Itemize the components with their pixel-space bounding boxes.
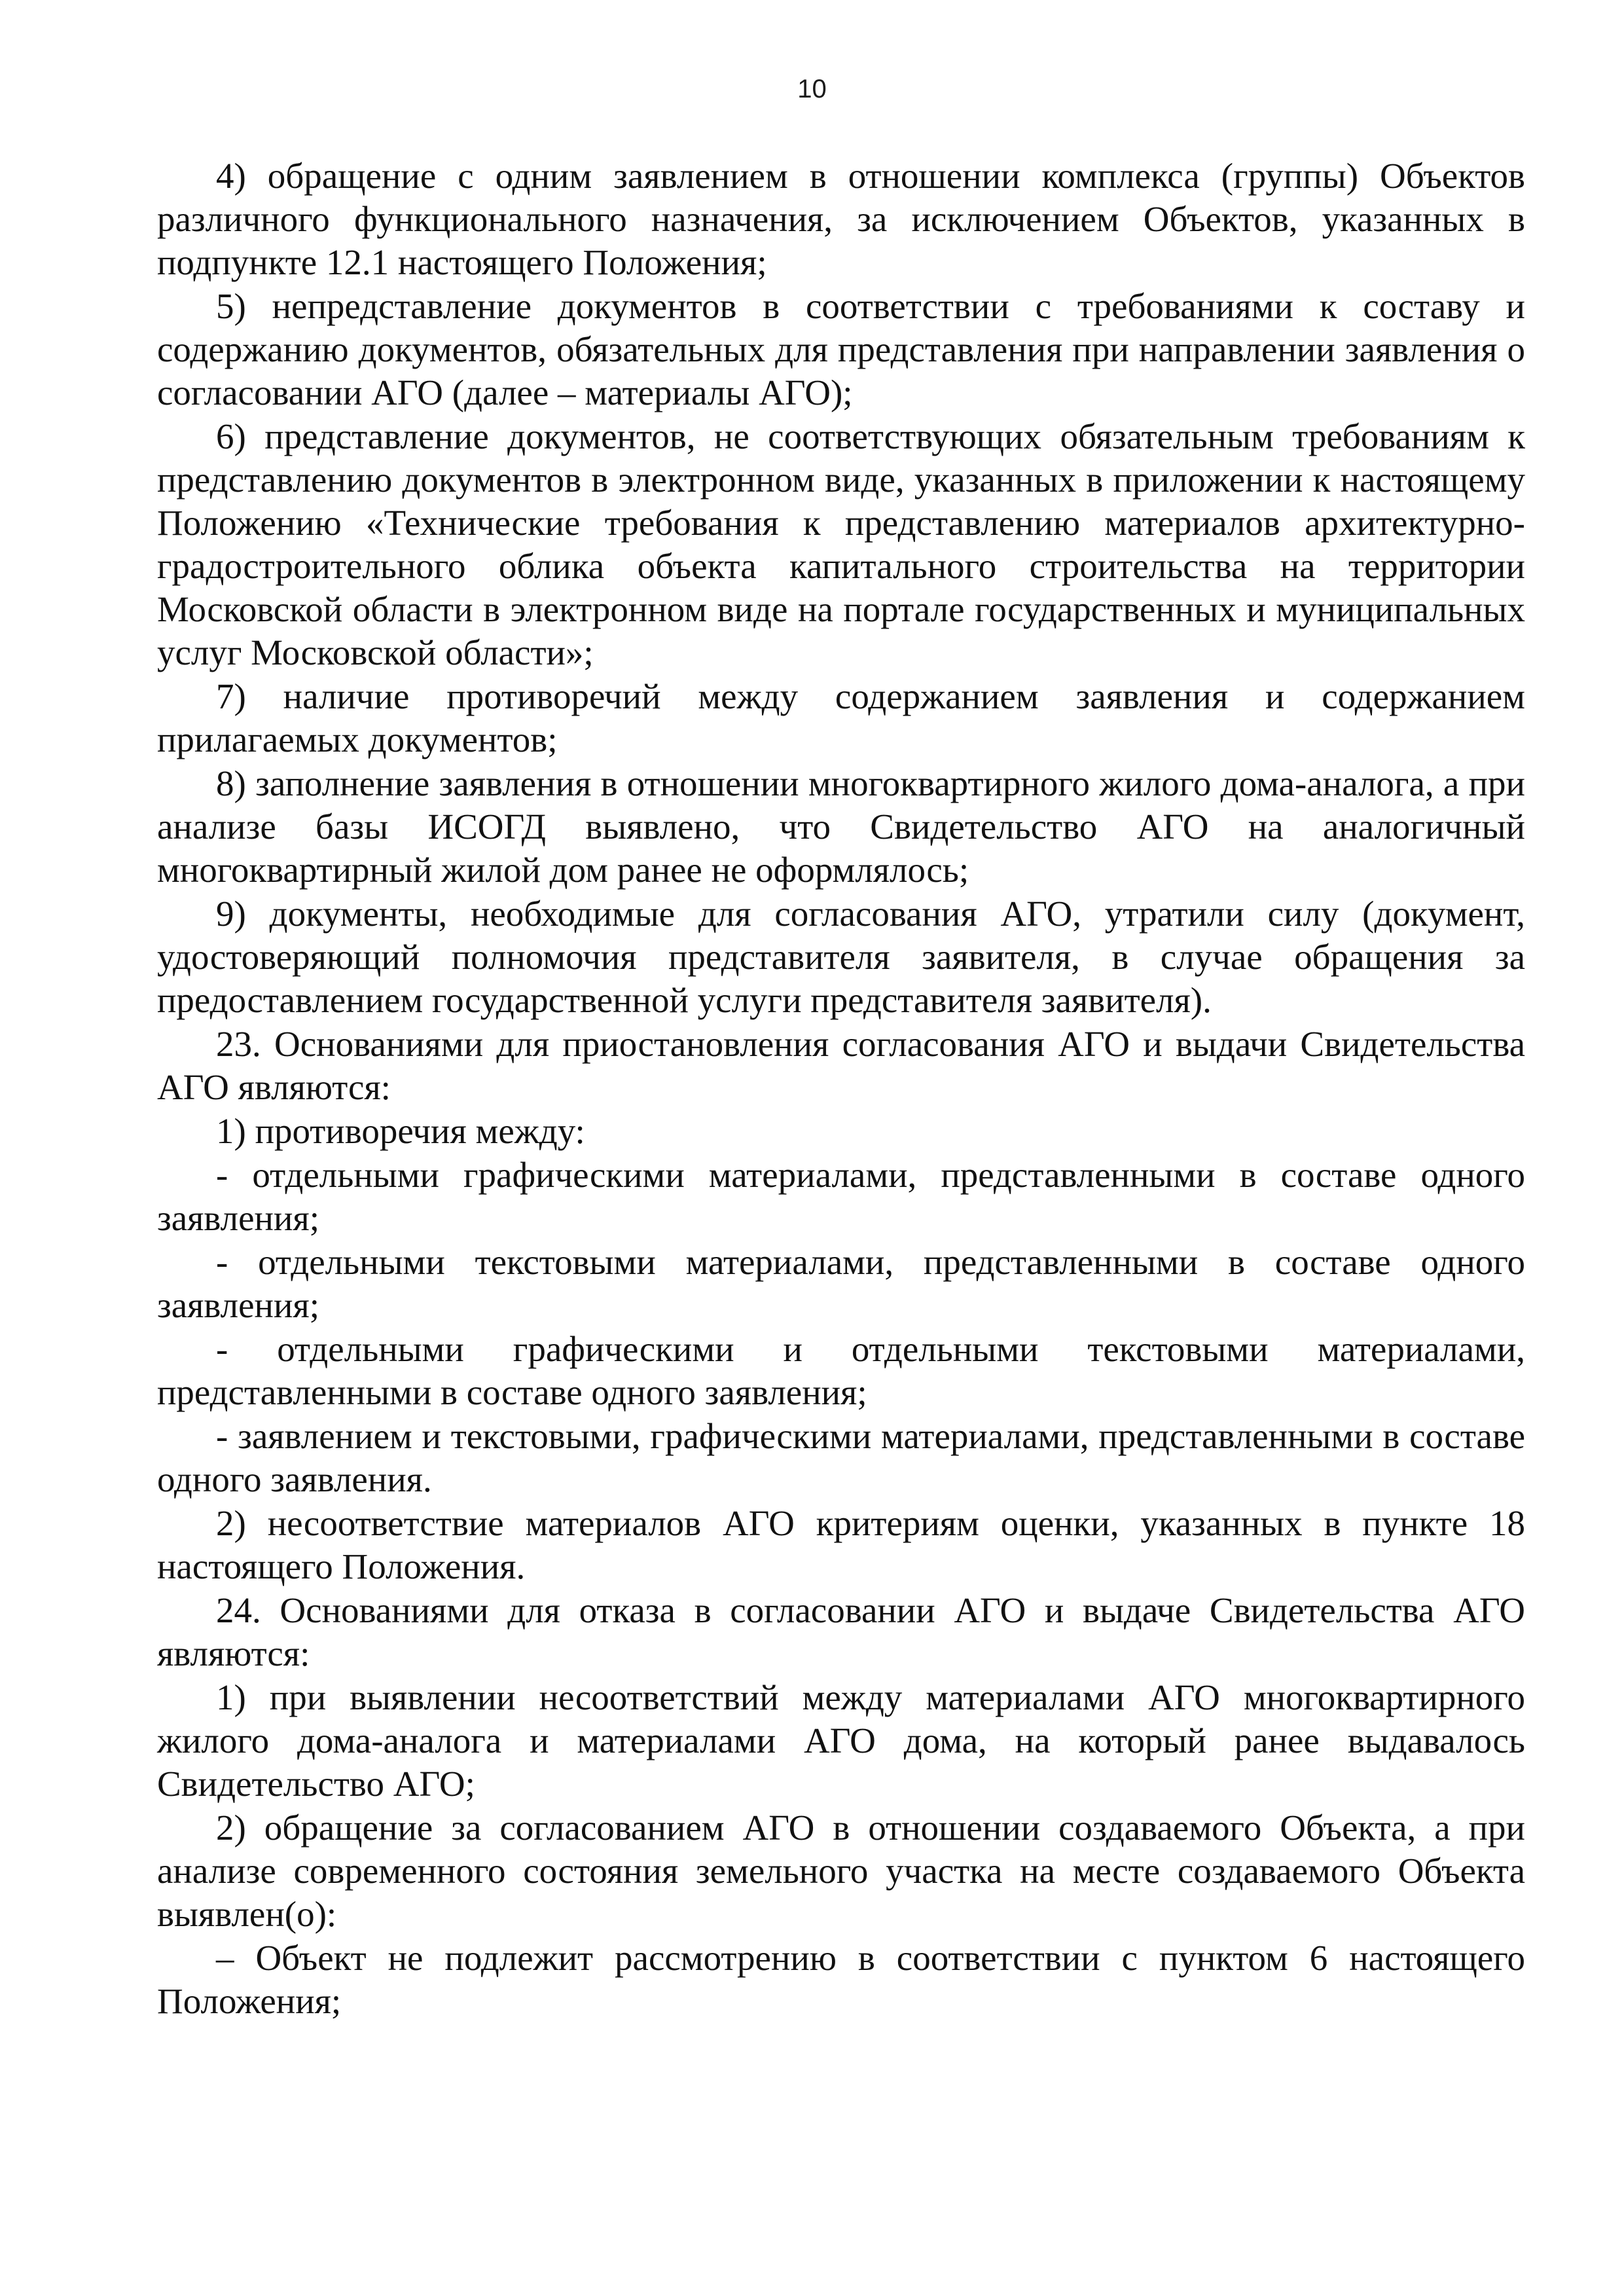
paragraph-item-8: 8) заполнение заявления в отношении многоквартирного жилого дома-аналога, а при анализе базы ИСОГД выявлено, что Свидетельство АГО на аналогичный многоквартирный жилой дом ранее не оформлялось; [157, 763, 1525, 890]
paragraph-24-item-2: 2) обращение за согласованием АГО в отношении создаваемого Объекта, а при анализе современного состояния земельного участка на месте создаваемого Объекта выявлен(о): [157, 1808, 1525, 1934]
paragraph-section-24: 24. Основаниями для отказа в согласовании АГО и выдаче Свидетельства АГО являются: [157, 1590, 1525, 1673]
paragraph-item-5: 5) непредставление документов в соответствии с требованиями к составу и содержанию документов, обязательных для представления при направлении заявления о согласовании АГО (далее – материалы АГО); [157, 286, 1525, 412]
page-number: 10 [797, 75, 827, 103]
paragraph-24-item-1: 1) при выявлении несоответствий между материалами АГО многоквартирного жилого дома-аналога и материалами АГО дома, на который ранее выдавалось Свидетельство АГО; [157, 1677, 1525, 1804]
paragraph-item-6: 6) представление документов, не соответствующих обязательным требованиям к представлению документов в электронном виде, указанных в приложении к настоящему Положению «Технические требования к представлению материалов архитектурно-градостроительного облика объекта капитального строительства на территории Московской области в электронном виде на портале государственных и муниципальных услуг Московской области»; [157, 416, 1525, 672]
paragraph-item-9: 9) документы, необходимые для согласования АГО, утратили силу (документ, удостоверяющий полномочия представителя заявителя, в случае обращения за предоставлением государственной услуги представителя заявителя). [157, 894, 1525, 1020]
paragraph-section-23: 23. Основаниями для приостановления согласования АГО и выдачи Свидетельства АГО являются: [157, 1024, 1525, 1107]
document-body [157, 155, 1525, 2024]
paragraph-item-4: 4) обращение с одним заявлением в отношении комплекса (группы) Объектов различного функционального назначения, за исключением Объектов, указанных в подпункте 12.1 настоящего Положения; [157, 156, 1525, 282]
paragraph-23-bullet-3: - отдельными графическими и отдельными текстовыми материалами, представленными в составе одного заявления; [157, 1329, 1525, 1412]
paragraph-23-bullet-4: - заявлением и текстовыми, графическими материалами, представленными в составе одного заявления. [157, 1416, 1525, 1499]
paragraph-23-bullet-2: - отдельными текстовыми материалами, представленными в составе одного заявления; [157, 1242, 1525, 1325]
paragraph-item-7: 7) наличие противоречий между содержанием заявления и содержанием прилагаемых документов; [157, 676, 1525, 759]
paragraph-24-dash-1: – Объект не подлежит рассмотрению в соответствии с пунктом 6 настоящего Положения; [157, 1938, 1525, 2021]
paragraph-23-item-2: 2) несоответствие материалов АГО критериям оценки, указанных в пункте 18 настоящего Положения. [157, 1503, 1525, 1586]
paragraph-23-item-1: 1) противоречия между: [216, 1111, 585, 1151]
paragraph-23-bullet-1: - отдельными графическими материалами, представленными в составе одного заявления; [157, 1155, 1525, 1238]
